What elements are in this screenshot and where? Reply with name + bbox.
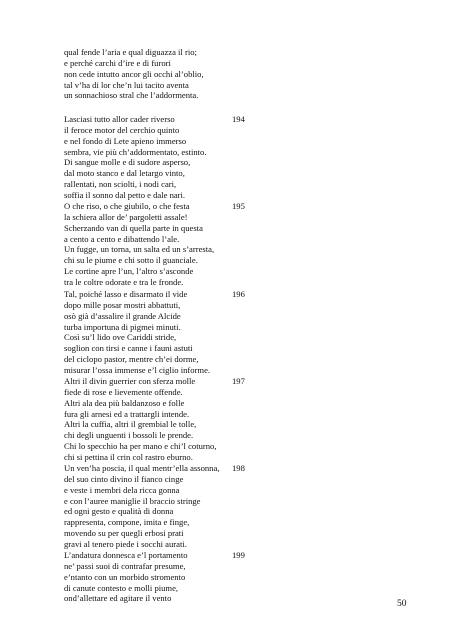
- verse-line: gravi al tenero piede i socchi aurati.: [64, 538, 187, 549]
- verse-line: osò già d’assalire il grande Alcide: [64, 310, 181, 321]
- verse-line: dopo mille posar mostri abbattuti,: [64, 299, 181, 310]
- verse-line: e veste i membri dela ricca gonna: [64, 484, 180, 495]
- verse-line: il feroce motor del cerchio quinto: [64, 124, 180, 135]
- verse-line: Altri ala dea più baldanzoso e folle: [64, 397, 185, 408]
- verse-line: tra le coltre odorate e tra le fronde.: [64, 276, 184, 287]
- verse-line: chi degli unguenti i bossoli le prende.: [64, 430, 194, 441]
- verse-line: Chi lo specchio ha per mano e chi’l coturno,: [64, 441, 217, 452]
- stanza-number: 194: [232, 114, 245, 124]
- stanza: [64, 201, 364, 288]
- page-number: 50: [397, 599, 407, 609]
- verse-line: tal v’ha di lor che’n lui tacito aventa: [64, 79, 189, 90]
- verse-line: e perché carchi d’ire e di furori: [64, 57, 171, 68]
- verse-line: e nel fondo di Lete apieno immerso: [64, 135, 187, 146]
- verse-line: Altri la cuffia, altri il grembial le tolle,: [64, 419, 197, 430]
- stanza: [64, 114, 364, 201]
- verse-line: O che riso, o che giubilo, o che festa: [64, 201, 190, 211]
- verse-line: chi su le piume e chi sotto il guanciale.: [64, 255, 198, 266]
- stanza: [64, 463, 364, 550]
- verse-line: Altri il divin guerrier con sferza molle: [64, 376, 196, 386]
- verse-line: chi si pettina il crin col rastro eburno.: [64, 451, 193, 462]
- verse-line: Le cortine apre l’un, l’altro s’asconde: [64, 266, 194, 277]
- verse-line: fiede di rose e lievemente offende.: [64, 386, 183, 397]
- verse-line: ne’ passi suoi di contrafar presume,: [64, 560, 186, 571]
- verse-line: fura gli arnesi ed a trattargli intende.: [64, 408, 190, 419]
- verse-line: movendo su per quegli erbosi prati: [64, 528, 184, 539]
- verse-line: del ciclopo pastor, mentre ch’ei dorme,: [64, 354, 199, 365]
- verse-line: un sonnachioso stral che l’addormenta.: [64, 90, 199, 101]
- verse-line: dal moto stanco e dal letargo vinto,: [64, 168, 185, 179]
- verse-line: Scherzando van di quella parte in questa: [64, 222, 203, 233]
- stanza-number: 197: [232, 376, 245, 386]
- verse-line: di canute contesto e molli piume,: [64, 582, 179, 593]
- verse-line: rallentati, non sciolti, i nodi cari,: [64, 179, 177, 190]
- verse-line: e con l’auree maniglie il braccio stringe: [64, 495, 201, 506]
- verse-line: Lasciasi tutto allor cader riverso: [64, 114, 175, 124]
- stanza: [64, 289, 364, 376]
- verse-line: Tal, poiché lasso e disarmato il vide: [64, 289, 188, 299]
- verse-line: Così su’l lido ove Cariddi stride,: [64, 332, 177, 343]
- verse-line: ed ogni gesto e qualità di donna: [64, 506, 174, 517]
- stanza-number: 198: [232, 463, 245, 473]
- stanza: [64, 47, 364, 101]
- verse-line: non cede intutto ancor gli occhi al’oblio,: [64, 68, 204, 79]
- verse-line: L’andatura donnesca e’l portamento: [64, 550, 188, 560]
- verse-line: ond’allettare ed agitare il vento: [64, 593, 172, 604]
- verse-line: qual fende l’aria e qual diguazza il rio;: [64, 47, 197, 57]
- stanza: [64, 376, 364, 463]
- verse-line: soglion con tirsi e canne i fauni astuti: [64, 343, 193, 354]
- verse-line: Un ven’ha poscia, il qual mentr’ella assonna,: [64, 463, 220, 473]
- verse-line: del suo cinto divino il fianco cinge: [64, 473, 184, 484]
- verse-line: e’ntanto con un morbido stromento: [64, 571, 186, 582]
- verse-line: sembra, vie più ch’addormentato, estinto.: [64, 146, 207, 157]
- verse-line: turba importuna di pigmei minuti.: [64, 321, 181, 332]
- verse-line: soffia il sonno dal petto e dale nari.: [64, 189, 186, 200]
- verse-line: misurar l’ossa immense e’l ciglio informe.: [64, 364, 211, 375]
- verse-line: Un fugge, un torna, un salta ed un s’arresta,: [64, 244, 215, 255]
- verse-line: la schiera allor de’ pargoletti assale!: [64, 211, 188, 222]
- stanza-number: 196: [232, 289, 245, 299]
- verse-line: a cento a cento e dibattendo l’ale.: [64, 233, 180, 244]
- verse-line: rappresenta, compone, imita e finge,: [64, 517, 190, 528]
- stanza: [64, 550, 364, 604]
- stanza-number: 199: [232, 550, 245, 560]
- stanza-number: 195: [232, 201, 245, 211]
- verse-line: Di sangue molle e di sudore asperso,: [64, 157, 191, 168]
